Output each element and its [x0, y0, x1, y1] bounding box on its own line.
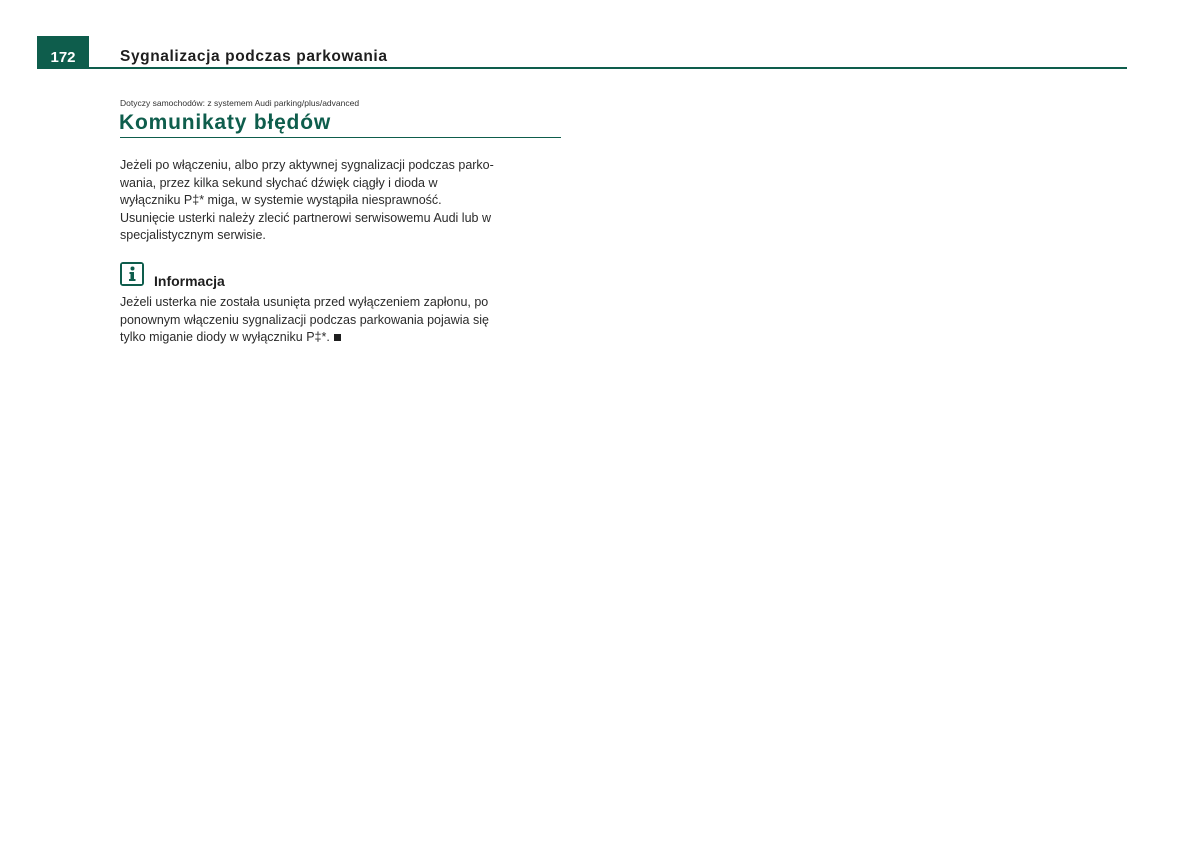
- info-line-text: tylko miganie diody w wyłączniku P‡*.: [120, 330, 330, 344]
- info-line-last: [120, 329, 565, 347]
- header-divider: [89, 67, 1127, 69]
- body-line: Jeżeli po włączeniu, albo przy aktywnej sygnalizacji podczas parko-: [120, 158, 494, 172]
- body-line: wania, przez kilka sekund słychać dźwięk ciągły i dioda w: [120, 175, 438, 190]
- page-number-label: 172: [50, 49, 76, 66]
- body-line: specjalistycznym serwisie.: [120, 228, 266, 242]
- applies-to-note: Dotyczy samochodów: z systemem Audi parking/plus/advanced: [120, 98, 360, 108]
- body-line: Usunięcie usterki należy zlecić partnerowi serwisowemu Audi lub w: [120, 210, 491, 225]
- body-line: wyłączniku P‡* miga, w systemie wystąpiła niesprawność.: [120, 193, 442, 207]
- info-line: ponownym włączeniu sygnalizacji podczas parkowania pojawia się: [120, 312, 489, 327]
- chapter-title: Sygnalizacja podczas parkowania: [120, 48, 388, 65]
- info-icon: [120, 262, 144, 286]
- info-line: Jeżeli usterka nie została usunięta przed wyłączeniem zapłonu, po: [120, 295, 489, 309]
- info-paragraph: [120, 294, 565, 347]
- end-of-section-mark: [334, 334, 341, 341]
- info-title: Informacja: [154, 273, 225, 289]
- page-number: [37, 36, 89, 69]
- section-title: Komunikaty błędów: [119, 111, 331, 134]
- section-divider: [120, 137, 561, 138]
- body-paragraph: [120, 157, 565, 245]
